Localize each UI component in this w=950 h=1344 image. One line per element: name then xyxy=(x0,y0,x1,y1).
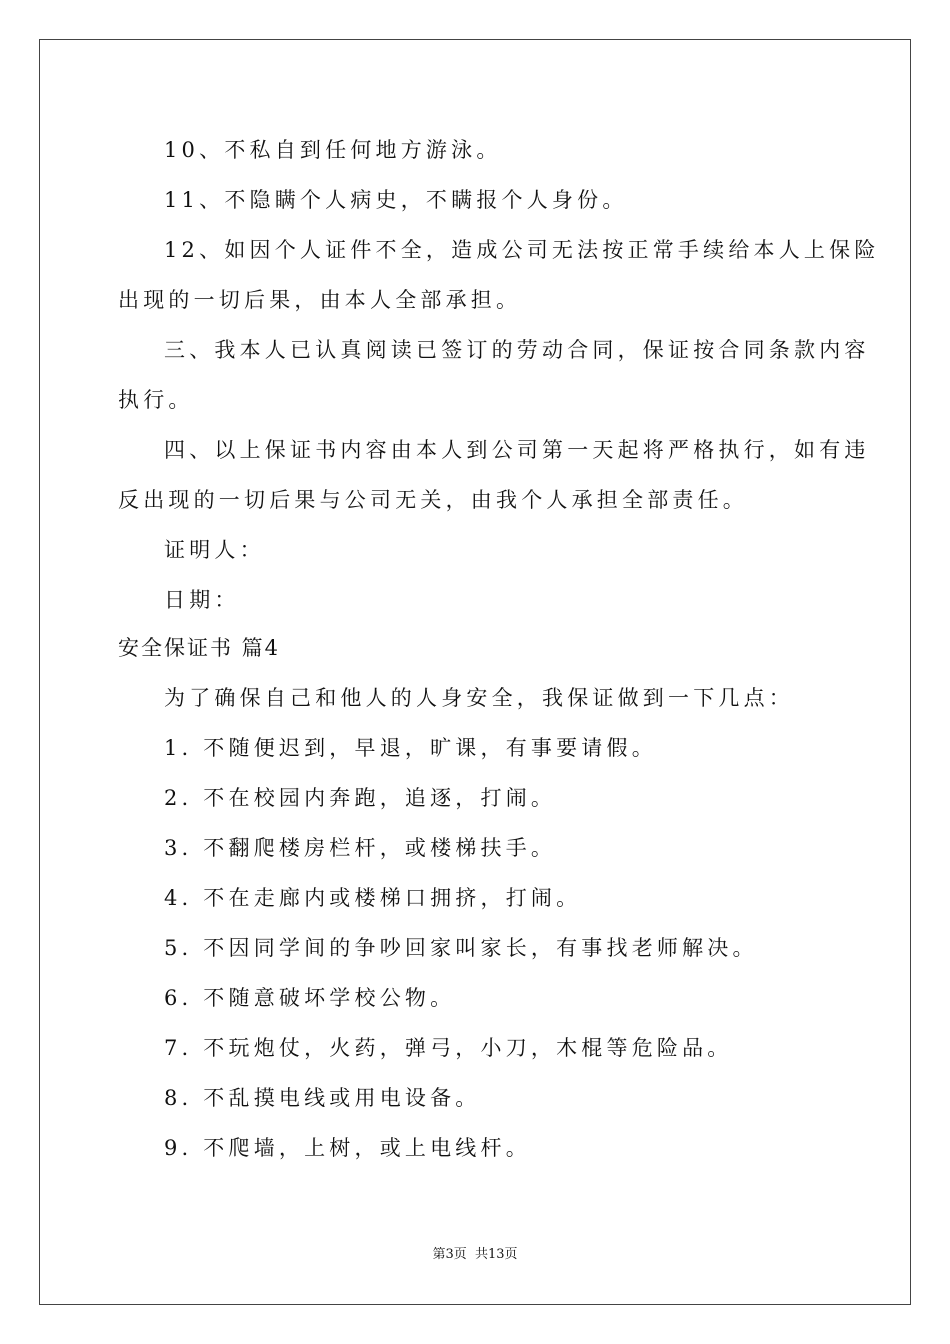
section-heading: 安全保证书 篇4 xyxy=(118,636,281,660)
witness-label: 证明人： xyxy=(164,538,265,562)
list-item-4: 4. 不在走廊内或楼梯口拥挤，打闹。 xyxy=(164,886,582,910)
list-item-6: 6. 不随意破坏学校公物。 xyxy=(164,986,456,1010)
list-item-8: 8. 不乱摸电线或用电设备。 xyxy=(164,1086,481,1110)
total-pages: 共13页 xyxy=(474,1247,518,1262)
list-item-2: 2. 不在校园内奔跑，追逐，打闹。 xyxy=(164,786,557,810)
page-number: 第3页 xyxy=(432,1247,467,1262)
page-footer xyxy=(0,1246,950,1264)
paragraph-section-three-line-2: 执行。 xyxy=(118,388,194,412)
list-item-5: 5. 不因同学间的争吵回家叫家长，有事找老师解决。 xyxy=(164,936,758,960)
paragraph-item-12-line-1: 12、如因个人证件不全，造成公司无法按正常手续给本人上保险 xyxy=(164,238,880,262)
paragraph-section-four-line-2: 反出现的一切后果与公司无关，由我个人承担全部责任。 xyxy=(118,488,748,512)
list-item-1: 1. 不随便迟到，早退，旷课，有事要请假。 xyxy=(164,736,657,760)
list-item-7: 7. 不玩炮仗，火药，弹弓，小刀，木棍等危险品。 xyxy=(164,1036,733,1060)
date-label: 日期： xyxy=(164,588,240,612)
intro-paragraph: 为了确保自己和他人的人身安全，我保证做到一下几点： xyxy=(164,686,794,710)
list-item-3: 3. 不翻爬楼房栏杆，或楼梯扶手。 xyxy=(164,836,557,860)
paragraph-item-11: 11、不隐瞒个人病史，不瞒报个人身份。 xyxy=(164,188,628,212)
list-item-9: 9. 不爬墙，上树，或上电线杆。 xyxy=(164,1136,531,1160)
paragraph-item-10: 10、不私自到任何地方游泳。 xyxy=(164,138,502,162)
paragraph-item-12-line-2: 出现的一切后果，由本人全部承担。 xyxy=(118,288,522,312)
paragraph-section-four-line-1: 四、以上保证书内容由本人到公司第一天起将严格执行，如有违 xyxy=(164,438,870,462)
page-border xyxy=(39,39,911,1305)
paragraph-section-three-line-1: 三、我本人已认真阅读已签订的劳动合同，保证按合同条款内容 xyxy=(164,338,870,362)
